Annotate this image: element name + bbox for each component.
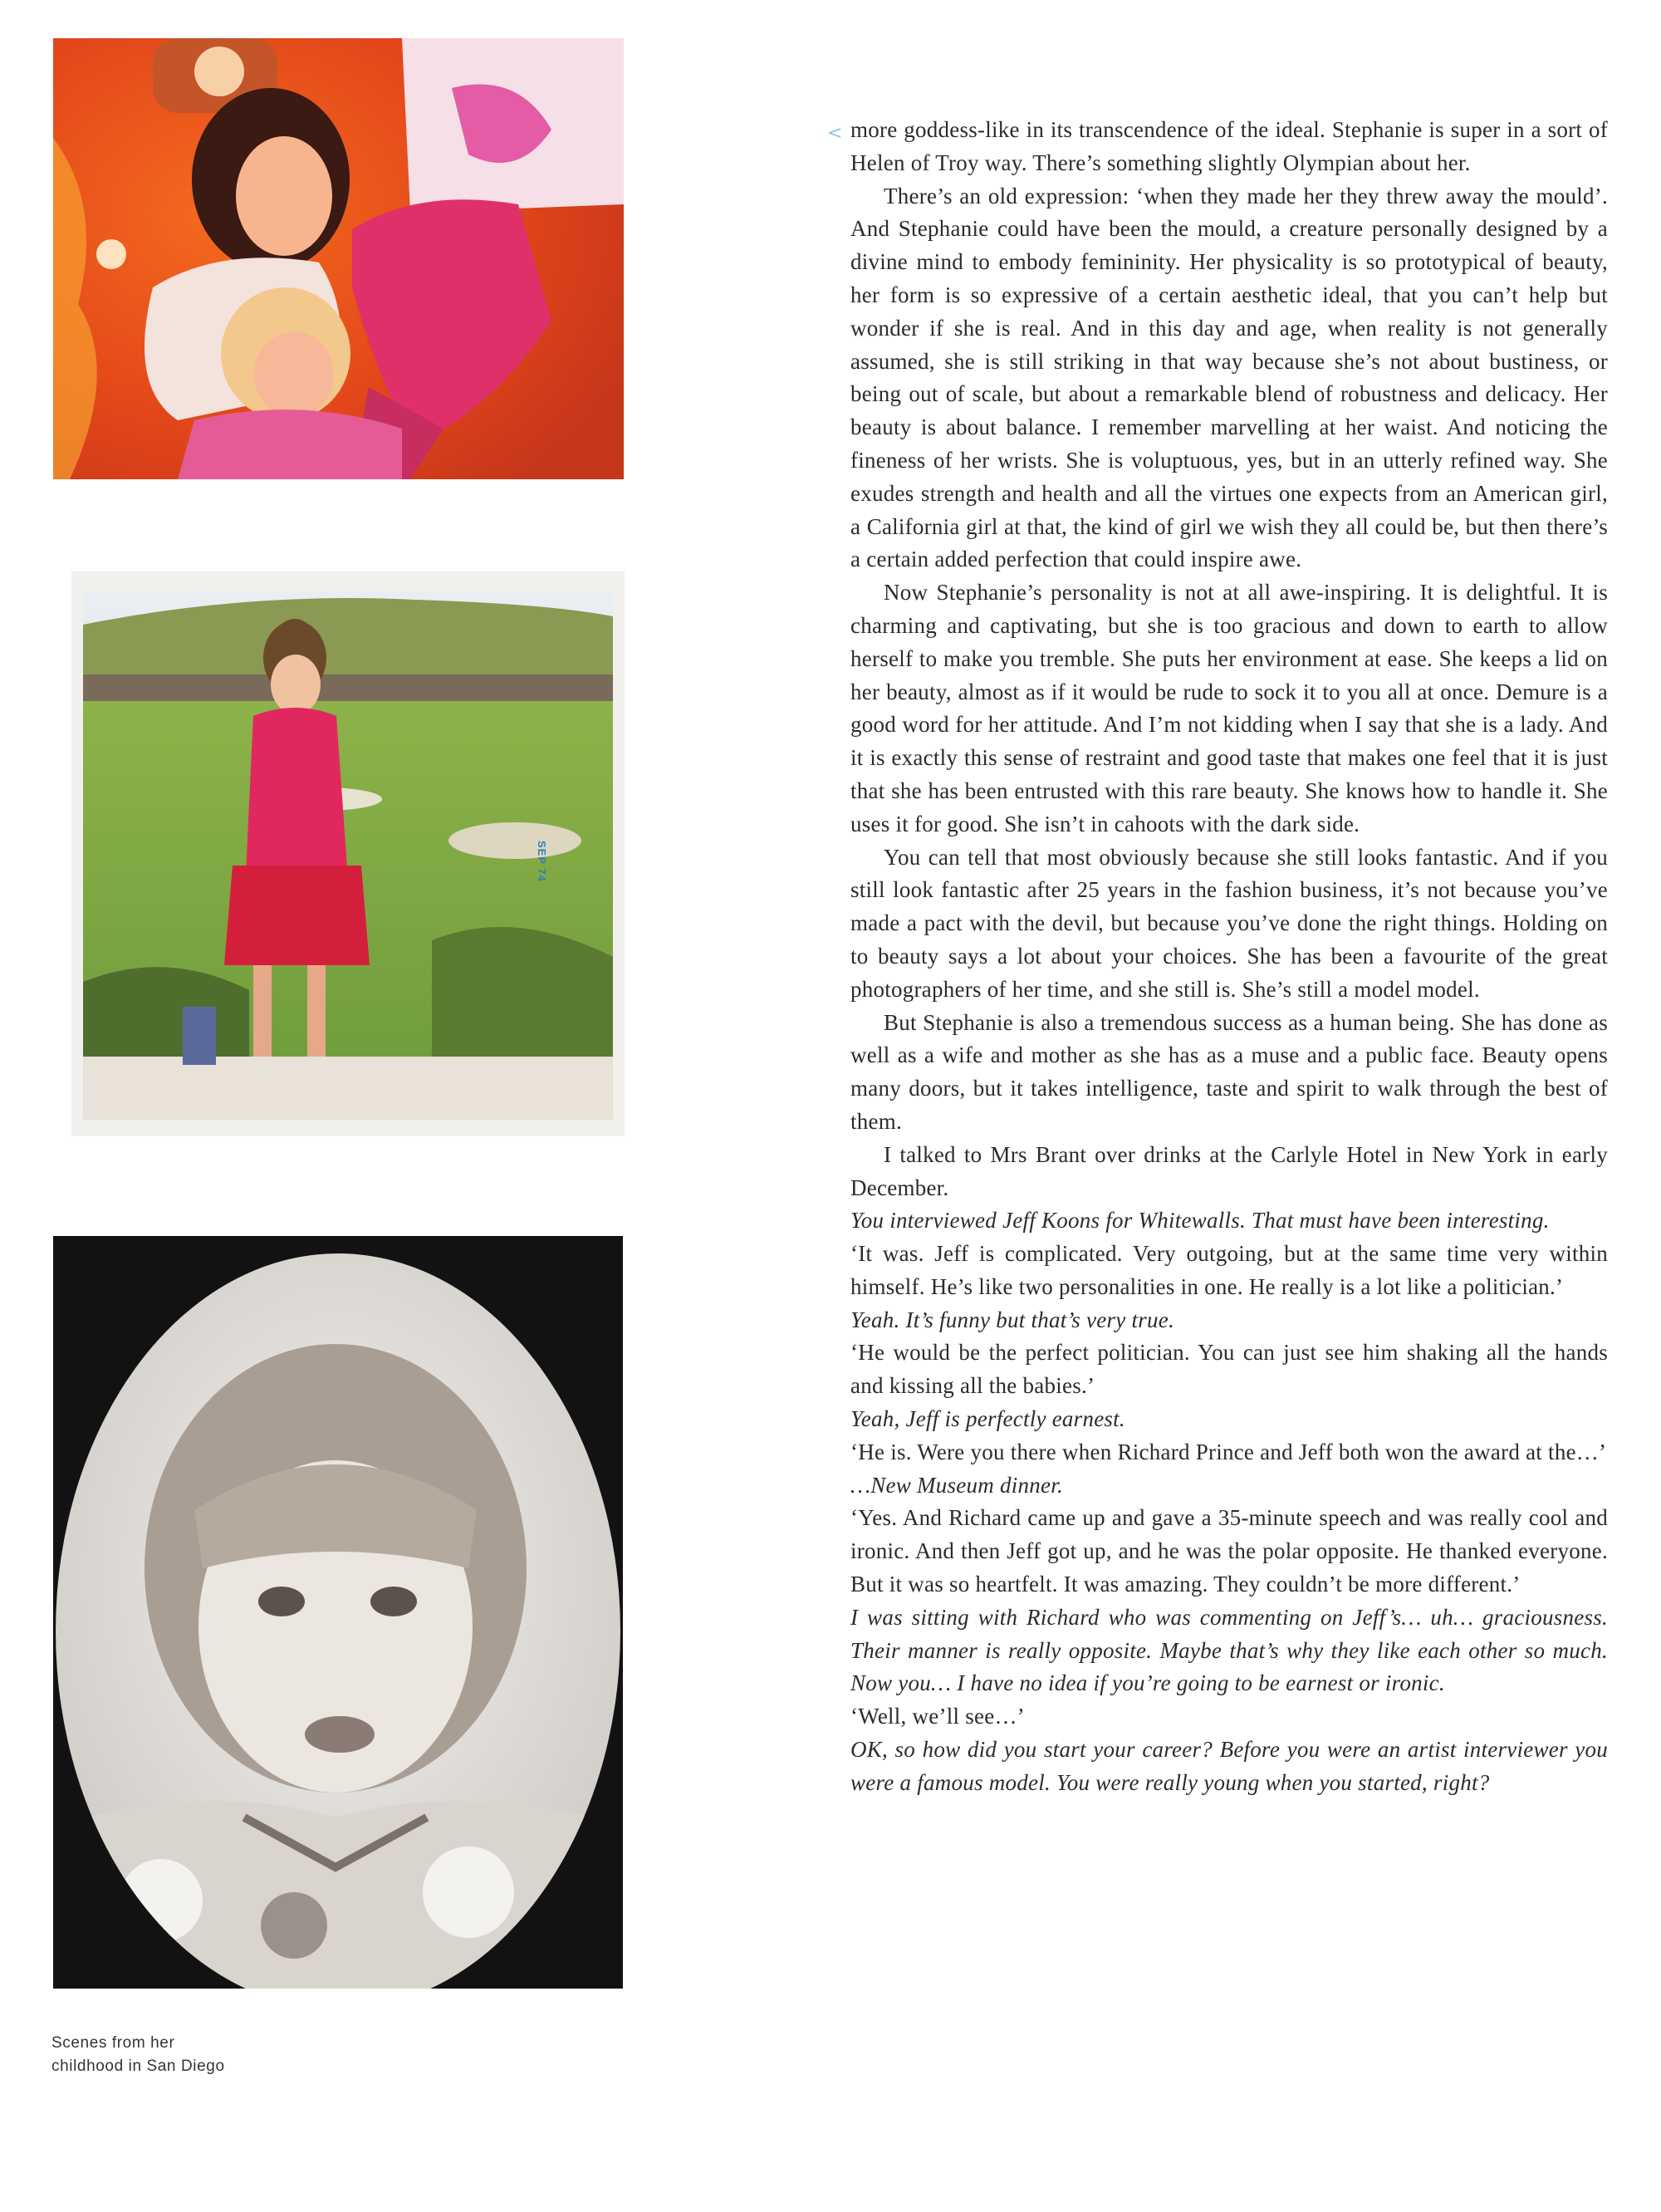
interview-question: OK, so how did you start your career? Before you were an artist interviewer you were a famous model. You were really young when you started, right? bbox=[850, 1737, 1608, 1795]
article-paragraph: You can tell that most obviously because she still looks fantastic. And if you still look fantastic after 25 years in the fashion business, it’s not because you’ve made a pact with the devil, but because you’ve done the right things. Holding on to beauty says a lot about your choices. She has been a favourite of the great photographers of her time, and she still is. She’s still a model model. bbox=[850, 844, 1608, 1002]
photo-bw-portrait bbox=[53, 1236, 623, 1989]
interview-question: I was sitting with Richard who was commenting on Jeff’s… uh… graciousness. Their manner is really opposite. Maybe that’s why they like each other so much. Now you… I have no idea if you’re going to be earnest or ironic. bbox=[850, 1604, 1608, 1696]
photo-caption bbox=[51, 2032, 350, 2078]
interview-question: You interviewed Jeff Koons for Whitewalls. That must have been interesting. bbox=[850, 1208, 1550, 1234]
interview-answer: ‘He is. Were you there when Richard Prince and Jeff both won the award at the…’ bbox=[850, 1439, 1607, 1464]
caption-line-1: Scenes from her bbox=[51, 2034, 175, 2052]
date-stamp: SEP 74 bbox=[536, 841, 548, 882]
interview-answer: ‘It was. Jeff is complicated. Very outgoing, but at the same time very within himself. He’s like two personalities in one. He really is a lot like a politician.’ bbox=[850, 1241, 1608, 1299]
interview-question: Yeah. It’s funny but that’s very true. bbox=[850, 1307, 1174, 1332]
photo-christmas-scene bbox=[53, 38, 624, 479]
interview-answer: ‘Well, we’ll see…’ bbox=[850, 1704, 1025, 1729]
photo-golf-course bbox=[83, 591, 613, 1120]
caption-line-2: childhood in San Diego bbox=[51, 2058, 225, 2075]
article-body bbox=[827, 114, 1608, 1800]
article-paragraph: Now Stephanie’s personality is not at all awe-inspiring. It is delightful. It is charming and captivating, but she is too gracious and down to earth to allow herself to make you tremble. She puts her environment at ease. She keeps a lid on her beauty, almost as if it would be rude to sock it to you all at once. Demure is a good word for her attitude. And I’m not kidding when I say that she is a lady. And it is exactly this sense of restraint and good taste that makes one feel that it is just that she has been entrusted with this rare beauty. She knows how to handle it. She uses it for good. She isn’t in cahoots with the dark side. bbox=[850, 580, 1608, 836]
interview-answer: ‘Yes. And Richard came up and gave a 35-minute speech and was really cool and ironic. And then Jeff got up, and he was the polar opposite. He thanked everyone. But it was so heartfelt. It was amazing. They couldn’t be more different.’ bbox=[850, 1505, 1608, 1597]
article-paragraph: more goddess-like in its transcendence of the ideal. Stephanie is super in a sort of Helen of Troy way. There’s something slightly Olympian about her. bbox=[850, 117, 1608, 175]
interview-question: …New Museum dinner. bbox=[850, 1472, 1063, 1498]
article-paragraph: But Stephanie is also a tremendous success as a human being. She has done as well as a wife and mother as she has as a muse and a public face. Beauty opens many doors, but it takes intelligence, taste and spirit to walk through the best of them. bbox=[850, 1009, 1608, 1134]
photo-golf-course-frame bbox=[71, 571, 625, 1136]
article-paragraph: There’s an old expression: ‘when they made her they threw away the mould’. And Stephanie could have been the mould, a creature personally designed by a divine mind to embody femininity. Her physicality is so prototypical of beauty, her form is so expressive of a certain aesthetic ideal, that you can’t help but wonder if she is real. And in this day and age, when reality is not generally assumed, she is still striking in that way because she’s not about bustiness, or being out of scale, but about a remarkable blend of robustness and delicacy. Her beauty is about balance. I remember marvelling at her waist. And noticing the fineness of her wrists. She is voluptuous, yes, but in an utterly refined way. She exudes strength and health and all the virtues one expects from an American girl, a California girl at that, the kind of girl we wish they all could be, but then there’s a certain added perfection that could inspire awe. bbox=[850, 183, 1608, 572]
interview-answer: ‘He would be the perfect politician. You can just see him shaking all the hands and kissing all the babies.’ bbox=[850, 1340, 1608, 1399]
article-paragraph: I talked to Mrs Brant over drinks at the Carlyle Hotel in New York in early December. bbox=[850, 1141, 1608, 1200]
continuation-marker: < bbox=[827, 123, 843, 144]
interview-question: Yeah, Jeff is perfectly earnest. bbox=[850, 1406, 1125, 1432]
